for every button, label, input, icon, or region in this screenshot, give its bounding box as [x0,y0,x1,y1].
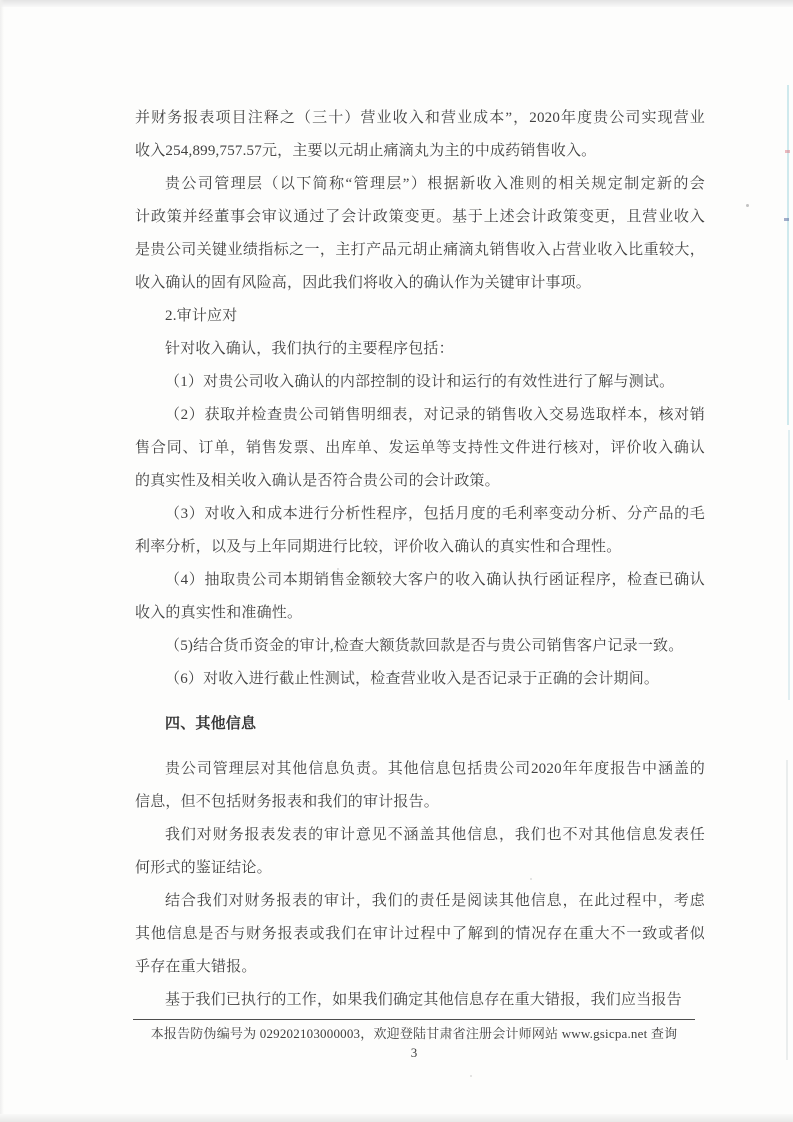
paragraph [135,885,705,984]
text-line: 利率分析，以及与上年同期进行比较，评价收入确认的真实性和合理性。 [135,539,622,555]
paragraph [135,498,705,564]
text-line: 收入254,899,757.57元，主要以元胡止痛滴丸为主的中成药销售收入。 [135,143,597,159]
paragraph [135,564,705,630]
text-line: 2.审计应对 [165,308,238,324]
text-line: 贵公司管理层对其他信息负责。其他信息包括贵公司2020年年度报告中涵盖的 [165,761,705,777]
text-line: 贵公司管理层（以下简称“管理层”）根据新收入准则的相关规定制定新的会 [165,176,705,192]
scan-artifact [786,760,788,1060]
text-line: 我们对财务报表发表的审计意见不涵盖其他信息，我们也不对其他信息发表任 [165,827,705,843]
paragraph [135,663,705,696]
text-line: 并财务报表项目注释之（三十）营业收入和营业成本”，2020年度贵公司实现营业 [135,110,705,126]
text-line: 收入的真实性和准确性。 [135,605,303,621]
text-line: 四、其他信息 [165,716,257,732]
paragraph [135,399,705,498]
text-line: 其他信息是否与财务报表或我们在审计过程中了解到的情况存在重大不一致或者似 [135,926,705,942]
text-line: 结合我们对财务报表的审计，我们的责任是阅读其他信息，在此过程中，考虑 [165,893,705,909]
text-line: 计政策并经董事会审议通过了会计政策变更。基于上述会计政策变更，且营业收入 [135,209,705,225]
page-number: 3 [410,1045,418,1060]
text-line: 信息，但不包括财务报表和我们的审计报告。 [135,794,440,810]
paragraph [135,168,705,300]
paragraph [135,300,705,333]
scan-artifact [788,430,790,700]
paragraph [135,102,705,168]
text-line: （4）抽取贵公司本期销售金额较大客户的收入确认执行函证程序，检查已确认 [165,572,705,588]
text-line: （6）对收入进行截止性测试，检查营业收入是否记录于正确的会计期间。 [165,671,660,687]
paragraph [135,366,705,399]
paragraph [135,984,705,1017]
paragraph [135,333,705,366]
text-line: 收入确认的固有风险高，因此我们将收入的确认作为关键审计事项。 [135,275,592,291]
text-line: 售合同、订单，销售发票、出库单、发运单等支持性文件进行核对，评价收入确认 [135,440,705,456]
section-heading [135,708,705,741]
anti-counterfeit-note: 本报告防伪编号为 029202103000003，欢迎登陆甘肃省注册会计师网站 www.gsicpa.net 查询 [150,1026,678,1041]
scan-artifact [746,204,749,207]
scan-edge-left [0,0,4,1122]
text-line: （3）对收入和成本进行分析性程序，包括月度的毛利率变动分析、分产品的毛 [165,506,705,522]
paragraph [135,819,705,885]
text-line: （1）对贵公司收入确认的内部控制的设计和运行的有效性进行了解与测试。 [165,374,675,390]
text-line: 何形式的鉴证结论。 [135,860,272,876]
document-body [135,102,705,1017]
scan-artifact [787,85,789,425]
paragraph [135,753,705,819]
text-line: 乎存在重大错报。 [135,959,257,975]
scan-artifact [470,1075,472,1077]
paragraph [135,630,705,663]
scan-edge-top [0,0,793,7]
scan-edge-bottom [0,1114,793,1122]
text-line: 是贵公司关键业绩指标之一，主打产品元胡止痛滴丸销售收入占营业收入比重较大， [135,242,705,258]
scan-artifact [785,150,790,153]
scan-artifact [784,218,789,221]
text-line: （2）获取并检查贵公司销售明细表，对记录的销售收入交易选取样本，核对销 [165,407,705,423]
text-line: （5)结合货币资金的审计,检查大额货款回款是否与贵公司销售客户记录一致。 [165,638,684,654]
page-footer [133,1019,695,1061]
text-line: 基于我们已执行的工作，如果我们确定其他信息存在重大错报，我们应当报告 [165,992,682,1008]
text-line: 针对收入确认，我们执行的主要程序包括： [165,341,454,357]
text-line: 的真实性及相关收入确认是否符合贵公司的会计政策。 [135,473,500,489]
